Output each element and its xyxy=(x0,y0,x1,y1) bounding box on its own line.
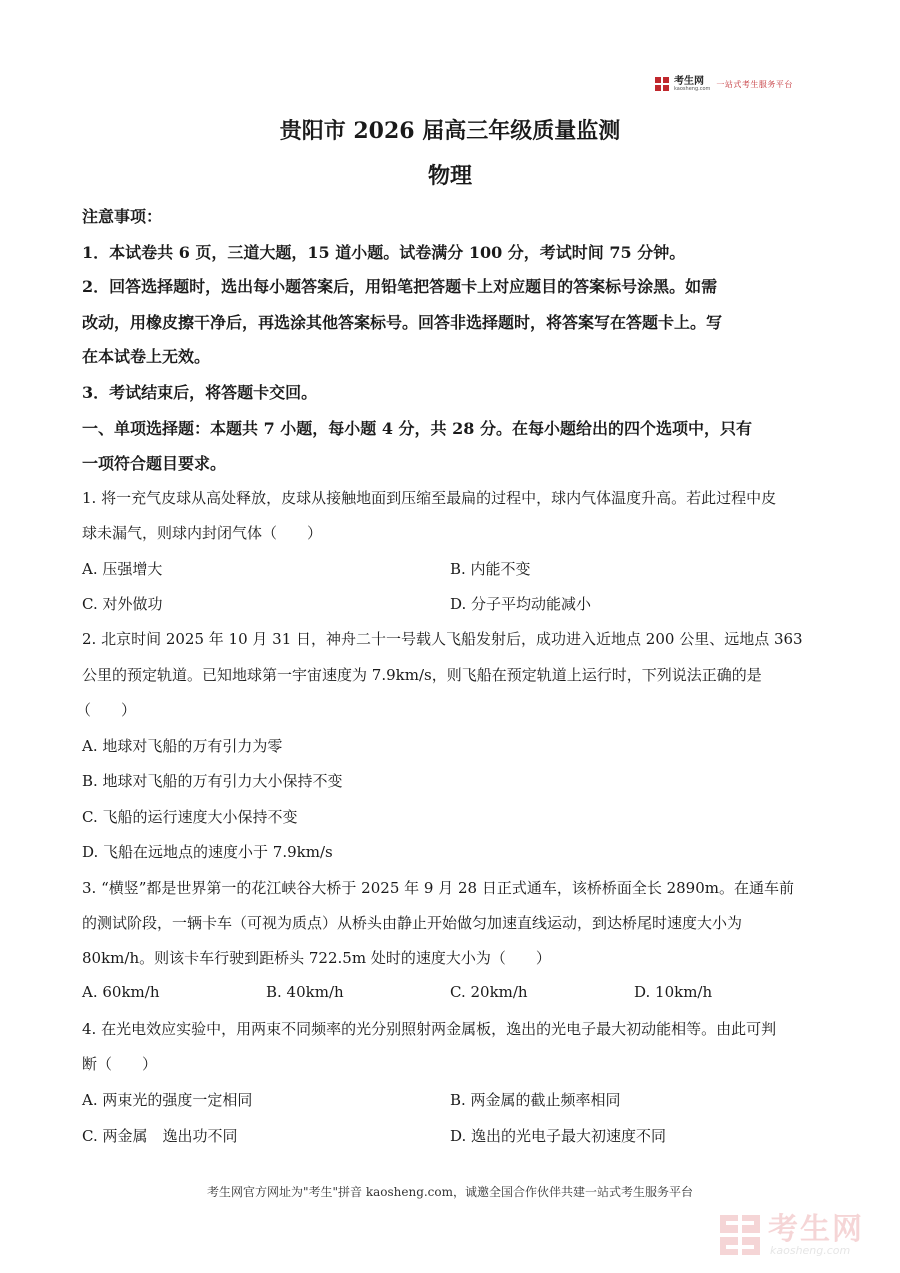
logo-slogan: 一站式考生服务平台 xyxy=(716,79,793,89)
section-heading: 一项符合题目要求。 xyxy=(82,454,227,473)
notice-item: 2．回答选择题时，选出每小题答案后，用铅笔把答题卡上对应题目的答案标号涂黑。如需 xyxy=(82,277,718,296)
question-4-text: 4. 在光电效应实验中，用两束不同频率的光分别照射两金属板，逸出的光电子最大初动能相等。由此可判 xyxy=(82,1020,777,1038)
question-4-option-b: B. 两金属的截止频率相同 xyxy=(450,1091,621,1109)
question-4-text: 断（ ） xyxy=(82,1055,158,1073)
notice-item: 3．考试结束后，将答题卡交回。 xyxy=(82,383,318,402)
kaosheng-watermark-icon xyxy=(718,1213,762,1257)
question-4-option-a: A. 两束光的强度一定相同 xyxy=(82,1091,253,1109)
question-2-option-a: A. 地球对飞船的万有引力为零 xyxy=(82,737,283,755)
watermark-brand: 考生网 xyxy=(768,1211,864,1247)
question-1-text: 球未漏气，则球内封闭气体（ ） xyxy=(82,524,323,542)
question-3-text: 80km/h。则该卡车行驶到距桥头 722.5m 处时的速度大小为（ ） xyxy=(82,949,551,967)
notice-item: 改动，用橡皮擦干净后，再选涂其他答案标号。回答非选择题时，将答案写在答题卡上。写 xyxy=(82,313,723,332)
section-heading: 一、单项选择题：本题共 7 小题，每小题 4 分，共 28 分。在每小题给出的四个选项中，只有 xyxy=(82,419,752,438)
notice-heading: 注意事项： xyxy=(82,207,163,226)
logo-text xyxy=(674,77,710,92)
question-4-option-c: C. 两金属 逸出功不同 xyxy=(82,1127,238,1145)
question-1-option-a: A. 压强增大 xyxy=(82,560,163,578)
question-1-text: 1. 将一充气皮球从高处释放，皮球从接触地面到压缩至最扁的过程中，球内气体温度升高。若此过程中皮 xyxy=(82,489,777,507)
kaosheng-logo-icon xyxy=(654,76,670,92)
header-logo xyxy=(654,73,824,95)
question-1-option-b: B. 内能不变 xyxy=(450,560,531,578)
watermark-text xyxy=(768,1211,864,1257)
question-3-option-b: B. 40km/h xyxy=(266,983,344,1001)
question-2-text: 公里的预定轨道。已知地球第一宇宙速度为 7.9km/s，则飞船在预定轨道上运行时，下列说法正确的是 xyxy=(82,666,762,684)
question-2-option-d: D. 飞船在远地点的速度小于 7.9km/s xyxy=(82,843,333,861)
notice-item: 在本试卷上无效。 xyxy=(82,347,211,366)
question-3-option-a: A. 60km/h xyxy=(82,983,160,1001)
question-4-option-d: D. 逸出的光电子最大初速度不同 xyxy=(450,1127,667,1145)
question-2-option-b: B. 地球对飞船的万有引力大小保持不变 xyxy=(82,772,343,790)
watermark xyxy=(718,1210,883,1260)
logo-brand: 考生网 xyxy=(674,75,704,87)
exam-title: 贵阳市 2026 届高三年级质量监测 xyxy=(279,118,621,144)
notice-item: 1．本试卷共 6 页，三道大题，15 道小题。试卷满分 100 分，考试时间 75 分钟。 xyxy=(82,243,686,262)
question-2-text: （ ） xyxy=(76,701,137,719)
logo-domain: kaosheng.com xyxy=(674,85,711,92)
question-3-option-c: C. 20km/h xyxy=(450,983,528,1001)
question-1-option-d: D. 分子平均动能减小 xyxy=(450,595,592,613)
question-3-text: 3. “横竖”都是世界第一的花江峡谷大桥于 2025 年 9 月 28 日正式通车，该桥桥面全长 2890m。在通车前 xyxy=(82,879,794,897)
question-3-text: 的测试阶段，一辆卡车（可视为质点）从桥头由静止开始做匀加速直线运动，到达桥尾时速度大小为 xyxy=(82,914,743,932)
question-3-option-d: D. 10km/h xyxy=(634,983,713,1001)
question-2-option-c: C. 飞船的运行速度大小保持不变 xyxy=(82,808,298,826)
subject-title: 物理 xyxy=(427,163,472,189)
question-2-text: 2. 北京时间 2025 年 10 月 31 日，神舟二十一号载人飞船发射后，成功进入近地点 200 公里、远地点 363 xyxy=(82,630,803,648)
watermark-domain: kaosheng.com xyxy=(770,1243,851,1257)
question-1-option-c: C. 对外做功 xyxy=(82,595,163,613)
page-footer: 考生网官方网址为"考生"拼音 kaosheng.com，诚邀全国合作伙伴共建一站式考生服务平台 xyxy=(206,1185,694,1199)
